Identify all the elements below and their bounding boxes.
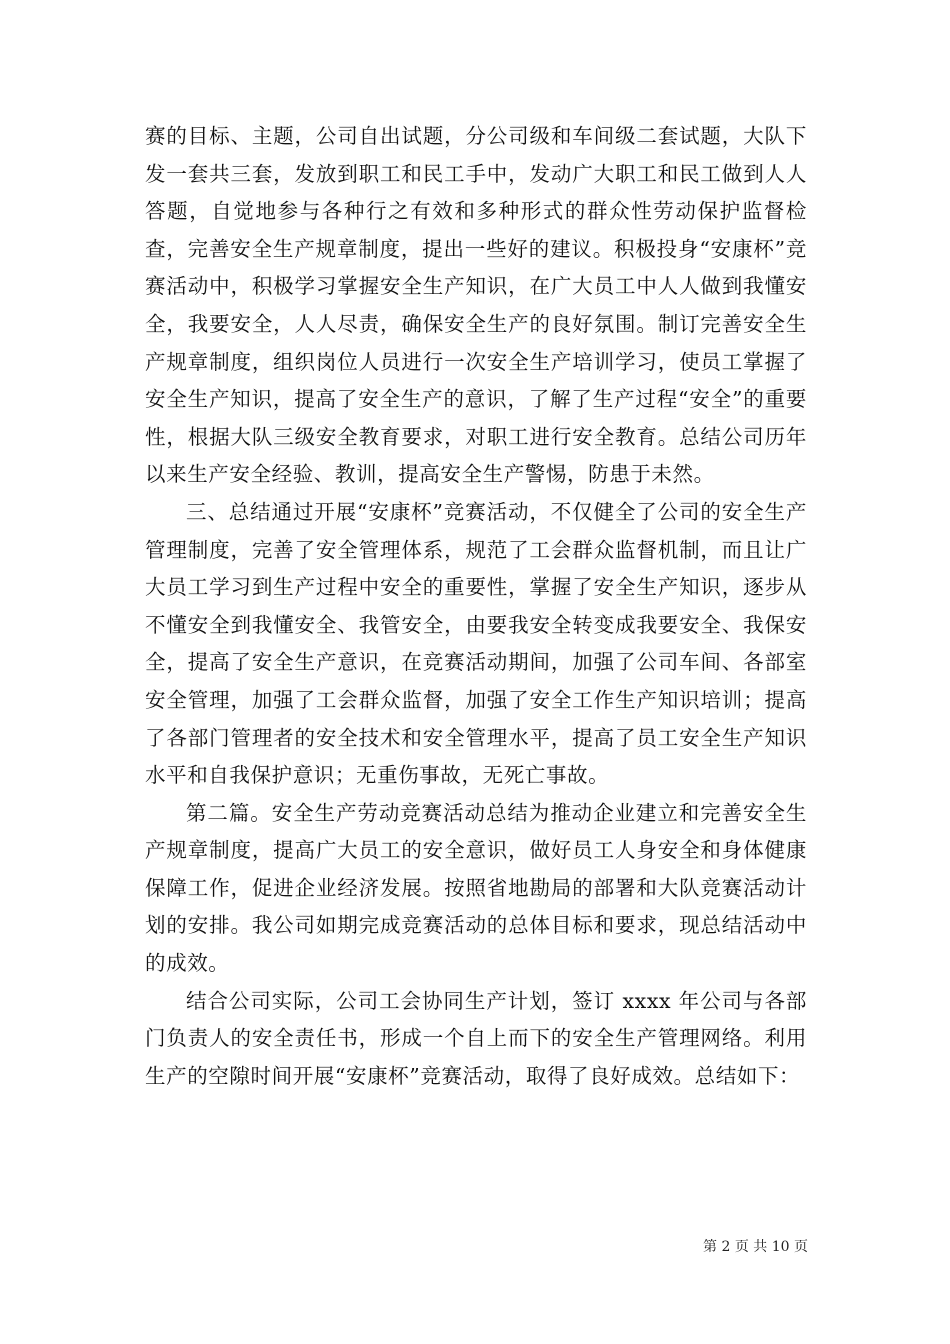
page-number-indicator: 第 2 页 共 10 页 [703, 1239, 808, 1255]
paragraph-company-practice: 结合公司实际，公司工会协同生产计划，签订 xxxx 年公司与各部门负责人的安全责任书，形成一个自上而下的安全生产管理网络。利用生产的空隙时间开展“安康杯”竞赛活动，取得了良好成效。总结如下： [145, 988, 807, 1088]
document-body [145, 118, 807, 1095]
page-footer [0, 1238, 808, 1256]
paragraph-continuation: 赛的目标、主题，公司自出试题，分公司级和车间级二套试题，大队下发一套共三套，发放到职工和民工手中，发动广大职工和民工做到人人答题，自觉地参与各种行之有效和多种形式的群众性劳动保护监督检查，完善安全生产规章制度，提出一些好的建议。积极投身“安康杯”竞赛活动中，积极学习掌握安全生产知识，在广大员工中人人做到我懂安全，我要安全，人人尽责，确保安全生产的良好氛围。制订完善安全生产规章制度，组织岗位人员进行一次安全生产培训学习，使员工掌握了安全生产知识，提高了安全生产的意识，了解了生产过程“安全”的重要性，根据大队三级安全教育要求，对职工进行安全教育。总结公司历年以来生产安全经验、教训，提高安全生产警惕，防患于未然。 [145, 124, 807, 487]
paragraph-section-three-summary: 三、总结通过开展“安康杯”竞赛活动，不仅健全了公司的安全生产管理制度，完善了安全管理体系，规范了工会群众监督机制，而且让广大员工学习到生产过程中安全的重要性，掌握了安全生产知识，逐步从不懂安全到我懂安全、我管安全，由要我安全转变成我要安全、我保安全，提高了安全生产意识，在竞赛活动期间，加强了公司车间、各部室安全管理，加强了工会群众监督，加强了安全工作生产知识培训；提高了各部门管理者的安全技术和安全管理水平，提高了员工安全生产知识水平和自我保护意识；无重伤事故，无死亡事故。 [145, 499, 807, 788]
paragraph-second-article: 第二篇。安全生产劳动竞赛活动总结为推动企业建立和完善安全生产规章制度，提高广大员工的安全意识，做好员工人身安全和身体健康保障工作，促进企业经济发展。按照省地勘局的部署和大队竞赛活动计划的安排。我公司如期完成竞赛活动的总体目标和要求，现总结活动中的成效。 [145, 800, 807, 976]
